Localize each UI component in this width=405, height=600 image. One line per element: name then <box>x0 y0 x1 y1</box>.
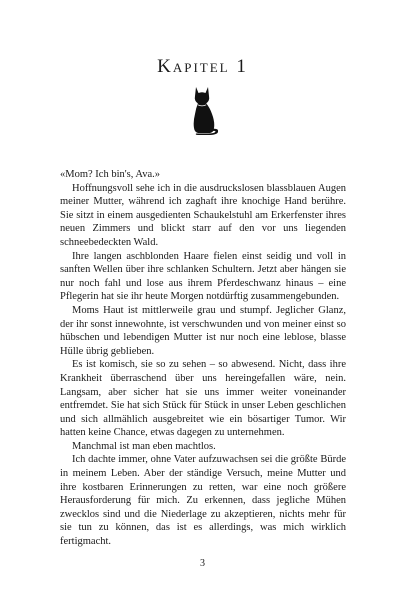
paragraph: Hoffnungsvoll sehe ich in die ausdruckslosen blassblauen Augen meiner Mutter, während ich zaghaft ihre knochige Hand berühre. Sie sitzt in einem ausgedienten Schaukelstuhl am Erkerfenster ihres neuen Zimmers und blickt starr auf den vor uns liegenden schneebedeckten Wald. <box>60 182 346 248</box>
chapter-body <box>60 168 346 549</box>
page-number: 3 <box>200 558 205 569</box>
paragraph: Es ist komisch, sie so zu sehen – so abwesend. Nicht, dass ihre Krankheit überraschend über uns hereingefallen wäre, nein. Langsam, aber sicher hat sie uns immer weiter voneinander entfremdet. Sie hat sich Stück für Stück in unser Leben geschlichen und sich allmählich ausgebreitet wie ein bösartiger Tumor. Wir hatten keine Chance, etwas dagegen zu unternehmen. <box>60 359 346 439</box>
sitting-cat-icon <box>184 84 224 136</box>
chapter-title: Kapitel 1 <box>157 56 248 77</box>
paragraph: Ich dachte immer, ohne Vater aufzuwachsen sei die größte Bürde in meinem Leben. Aber der ständige Versuch, meine Mutter und ihre kostbaren Erinnerungen zu retten, war eine noch größere Herausforderung für mich. Zu erkennen, dass jegliche Mühen zwecklos sind und die Niederlage zu akzeptieren, nichts mehr für sie tun zu können, das ist es allerdings, was mich wirklich fertigmacht. <box>60 454 346 548</box>
paragraph: Ihre langen aschblonden Haare fielen einst seidig und voll in sanften Wellen über ihre schlanken Schultern. Jetzt aber hängen sie nur noch fahl und lose aus ihrem Pferdeschwanz hinaus – eine Pflegerin hat sie ihr heute Morgen notdürftig zusammengebunden. <box>60 250 346 303</box>
paragraph: Moms Haut ist mittlerweile grau und stumpf. Jeglicher Glanz, der ihr sonst innewohnte, ist verschwunden und von meiner einst so hübschen und lebendigen Mutter ist nur noch eine leblose, blasse Hülle übrig geblieben. <box>60 304 346 357</box>
paragraph-dialogue: «Mom? Ich bin's, Ava.» <box>60 169 160 180</box>
paragraph: Manchmal ist man eben machtlos. <box>72 440 216 452</box>
